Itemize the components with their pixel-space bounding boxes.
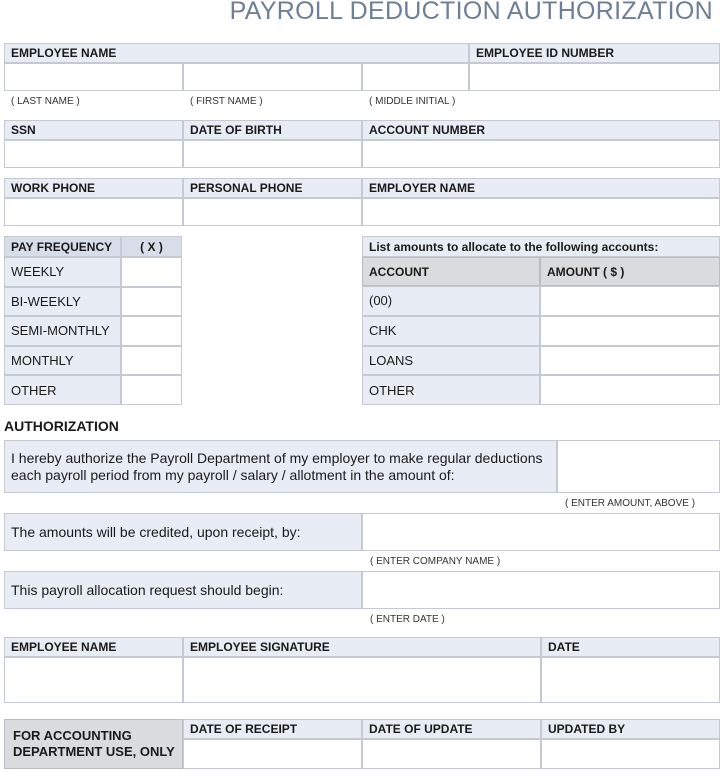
middle-initial-hint: ( MIDDLE INITIAL ): [369, 96, 456, 107]
amount-field-other[interactable]: [540, 375, 720, 405]
last-name-field[interactable]: [4, 63, 183, 91]
first-name-field[interactable]: [183, 63, 362, 91]
work-phone-header: WORK PHONE: [4, 178, 183, 198]
employee-signature-header: EMPLOYEE SIGNATURE: [183, 637, 541, 657]
frequency-mark-monthly[interactable]: [121, 346, 182, 376]
updated-by-header: UPDATED BY: [541, 719, 720, 739]
amount-field-00[interactable]: [540, 286, 720, 316]
signature-date-header: DATE: [541, 637, 720, 657]
date-of-receipt-header: DATE OF RECEIPT: [183, 719, 362, 739]
frequency-option-weekly: WEEKLY: [4, 257, 121, 287]
ssn-field[interactable]: [4, 140, 183, 168]
date-of-update-field[interactable]: [362, 739, 541, 769]
frequency-mark-semi-monthly[interactable]: [121, 316, 182, 346]
authorization-statement: I hereby authorize the Payroll Department of my employer to make regular deductions each payroll period from my payroll / salary / allotment in the amount of:: [4, 440, 557, 493]
accounting-use-label: FOR ACCOUNTING DEPARTMENT USE, ONLY: [4, 719, 183, 769]
ssn-header: SSN: [4, 120, 183, 140]
frequency-mark-weekly[interactable]: [121, 257, 182, 287]
date-of-receipt-field[interactable]: [183, 739, 362, 769]
first-name-hint: ( FIRST NAME ): [190, 96, 263, 107]
employee-name-header: EMPLOYEE NAME: [4, 43, 469, 63]
frequency-option-monthly: MONTHLY: [4, 346, 121, 376]
begin-date-label: This payroll allocation request should begin:: [4, 571, 362, 609]
last-name-hint: ( LAST NAME ): [11, 96, 80, 107]
pay-frequency-mark-header: ( X ): [121, 236, 182, 257]
middle-initial-field[interactable]: [362, 63, 469, 91]
signature-date-field[interactable]: [541, 657, 720, 703]
employer-name-header: EMPLOYER NAME: [362, 178, 720, 198]
amount-hint: ( ENTER AMOUNT, ABOVE ): [565, 498, 696, 509]
account-column-header: ACCOUNT: [362, 257, 540, 286]
dob-field[interactable]: [183, 140, 362, 168]
signature-employee-name-header: EMPLOYEE NAME: [4, 637, 183, 657]
amount-field-chk[interactable]: [540, 316, 720, 346]
frequency-option-semi-monthly: SEMI-MONTHLY: [4, 316, 121, 346]
account-row-00: (00): [362, 286, 540, 316]
employee-id-field[interactable]: [469, 63, 720, 91]
begin-date-hint: ( ENTER DATE ): [370, 614, 445, 625]
account-row-other: OTHER: [362, 375, 540, 405]
deduction-amount-field[interactable]: [557, 440, 720, 493]
account-number-field[interactable]: [362, 140, 720, 168]
authorization-heading: AUTHORIZATION: [4, 418, 119, 434]
begin-date-field[interactable]: [362, 571, 720, 609]
updated-by-field[interactable]: [541, 739, 720, 769]
dob-header: DATE OF BIRTH: [183, 120, 362, 140]
allocation-caption: List amounts to allocate to the following accounts:: [362, 236, 720, 257]
employee-id-header: EMPLOYEE ID NUMBER: [469, 43, 720, 63]
pay-frequency-header: PAY FREQUENCY: [4, 236, 121, 257]
signature-employee-name-field[interactable]: [4, 657, 183, 703]
personal-phone-header: PERSONAL PHONE: [183, 178, 362, 198]
employer-name-field[interactable]: [362, 198, 720, 226]
company-name-field[interactable]: [362, 513, 720, 551]
account-row-loans: LOANS: [362, 346, 540, 376]
date-of-update-header: DATE OF UPDATE: [362, 719, 541, 739]
frequency-mark-other[interactable]: [121, 375, 182, 405]
frequency-option-bi-weekly: BI-WEEKLY: [4, 287, 121, 317]
account-row-chk: CHK: [362, 316, 540, 346]
page-title: PAYROLL DEDUCTION AUTHORIZATION: [229, 0, 713, 25]
amount-field-loans[interactable]: [540, 346, 720, 376]
account-number-header: ACCOUNT NUMBER: [362, 120, 720, 140]
work-phone-field[interactable]: [4, 198, 183, 226]
credited-by-label: The amounts will be credited, upon receipt, by:: [4, 513, 362, 551]
frequency-option-other: OTHER: [4, 375, 121, 405]
frequency-mark-bi-weekly[interactable]: [121, 287, 182, 317]
amount-column-header: AMOUNT ( $ ): [540, 257, 720, 286]
personal-phone-field[interactable]: [183, 198, 362, 226]
employee-signature-field[interactable]: [183, 657, 541, 703]
company-name-hint: ( ENTER COMPANY NAME ): [370, 556, 501, 567]
